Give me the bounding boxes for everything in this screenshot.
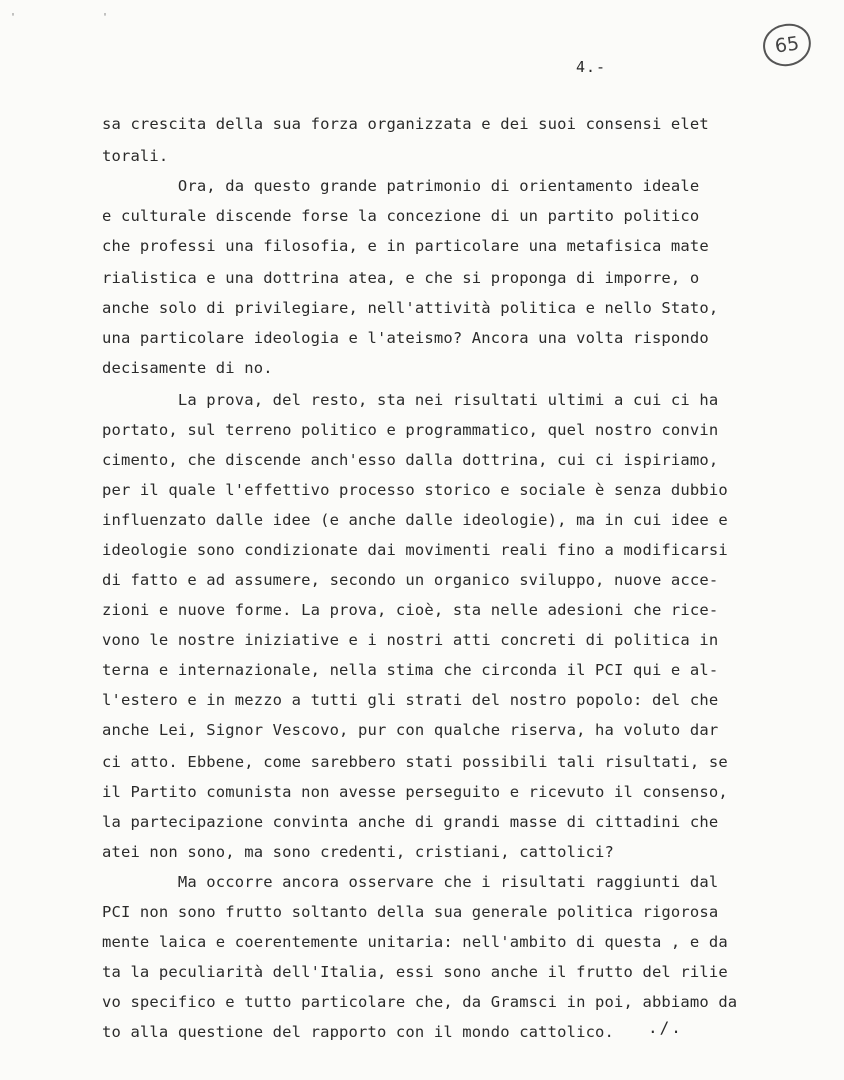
text-line: atei non sono, ma sono credenti, cristiani, cattolici?: [102, 843, 615, 861]
text-line: anche Lei, Signor Vescovo, pur con qualche riserva, ha voluto dar: [102, 721, 719, 739]
text-line: ta la peculiarità dell'Italia, essi sono anche il frutto del rilie: [102, 963, 728, 981]
text-line: influenzato dalle idee (e anche dalle ideologie), ma in cui idee e: [102, 511, 728, 529]
text-line: Ma occorre ancora osservare che i risultati raggiunti dal: [102, 873, 719, 891]
scan-specks: ' ': [10, 12, 149, 23]
text-line: ideologie sono condizionate dai movimenti reali fino a modificarsi: [102, 541, 728, 559]
text-line: to alla questione del rapporto con il mondo cattolico.: [102, 1023, 615, 1041]
continuation-mark: ./.: [648, 1018, 683, 1037]
text-line: La prova, del resto, sta nei risultati ultimi a cui ci ha: [102, 391, 719, 409]
page-stamp: [760, 21, 813, 69]
text-line: mente laica e coerentemente unitaria: nell'ambito di questa , e da: [102, 933, 728, 951]
text-line: cimento, che discende anch'esso dalla dottrina, cui ci ispiriamo,: [102, 451, 719, 469]
text-line: Ora, da questo grande patrimonio di orientamento ideale: [102, 177, 700, 195]
page-number: 4.-: [576, 58, 607, 76]
text-line: il Partito comunista non avesse perseguito e ricevuto il consenso,: [102, 783, 728, 801]
text-line: terna e internazionale, nella stima che circonda il PCI qui e al-: [102, 661, 719, 679]
text-line: la partecipazione convinta anche di grandi masse di cittadini che: [102, 813, 719, 831]
text-line: vo specifico e tutto particolare che, da Gramsci in poi, abbiamo da: [102, 993, 738, 1011]
stamp-number: 65: [773, 32, 801, 58]
text-line: anche solo di privilegiare, nell'attività politica e nello Stato,: [102, 299, 719, 317]
text-line: ci atto. Ebbene, come sarebbero stati possibili tali risultati, se: [102, 753, 728, 771]
text-line: vono le nostre iniziative e i nostri atti concreti di politica in: [102, 631, 719, 649]
text-line: sa crescita della sua forza organizzata e dei suoi consensi elet: [102, 115, 709, 133]
text-line: torali.: [102, 147, 169, 165]
text-line: zioni e nuove forme. La prova, cioè, sta nelle adesioni che rice-: [102, 601, 719, 619]
text-line: per il quale l'effettivo processo storico e sociale è senza dubbio: [102, 481, 728, 499]
text-line: e culturale discende forse la concezione di un partito politico: [102, 207, 700, 225]
text-line: di fatto e ad assumere, secondo un organico sviluppo, nuove acce-: [102, 571, 719, 589]
text-line: PCI non sono frutto soltanto della sua generale politica rigorosa: [102, 903, 719, 921]
text-line: una particolare ideologia e l'ateismo? Ancora una volta rispondo: [102, 329, 709, 347]
text-line: portato, sul terreno politico e programmatico, quel nostro convin: [102, 421, 719, 439]
text-line: l'estero e in mezzo a tutti gli strati del nostro popolo: del che: [102, 691, 719, 709]
text-line: decisamente di no.: [102, 359, 273, 377]
text-line: che professi una filosofia, e in particolare una metafisica mate: [102, 237, 709, 255]
text-line: rialistica e una dottrina atea, e che si proponga di imporre, o: [102, 269, 700, 287]
